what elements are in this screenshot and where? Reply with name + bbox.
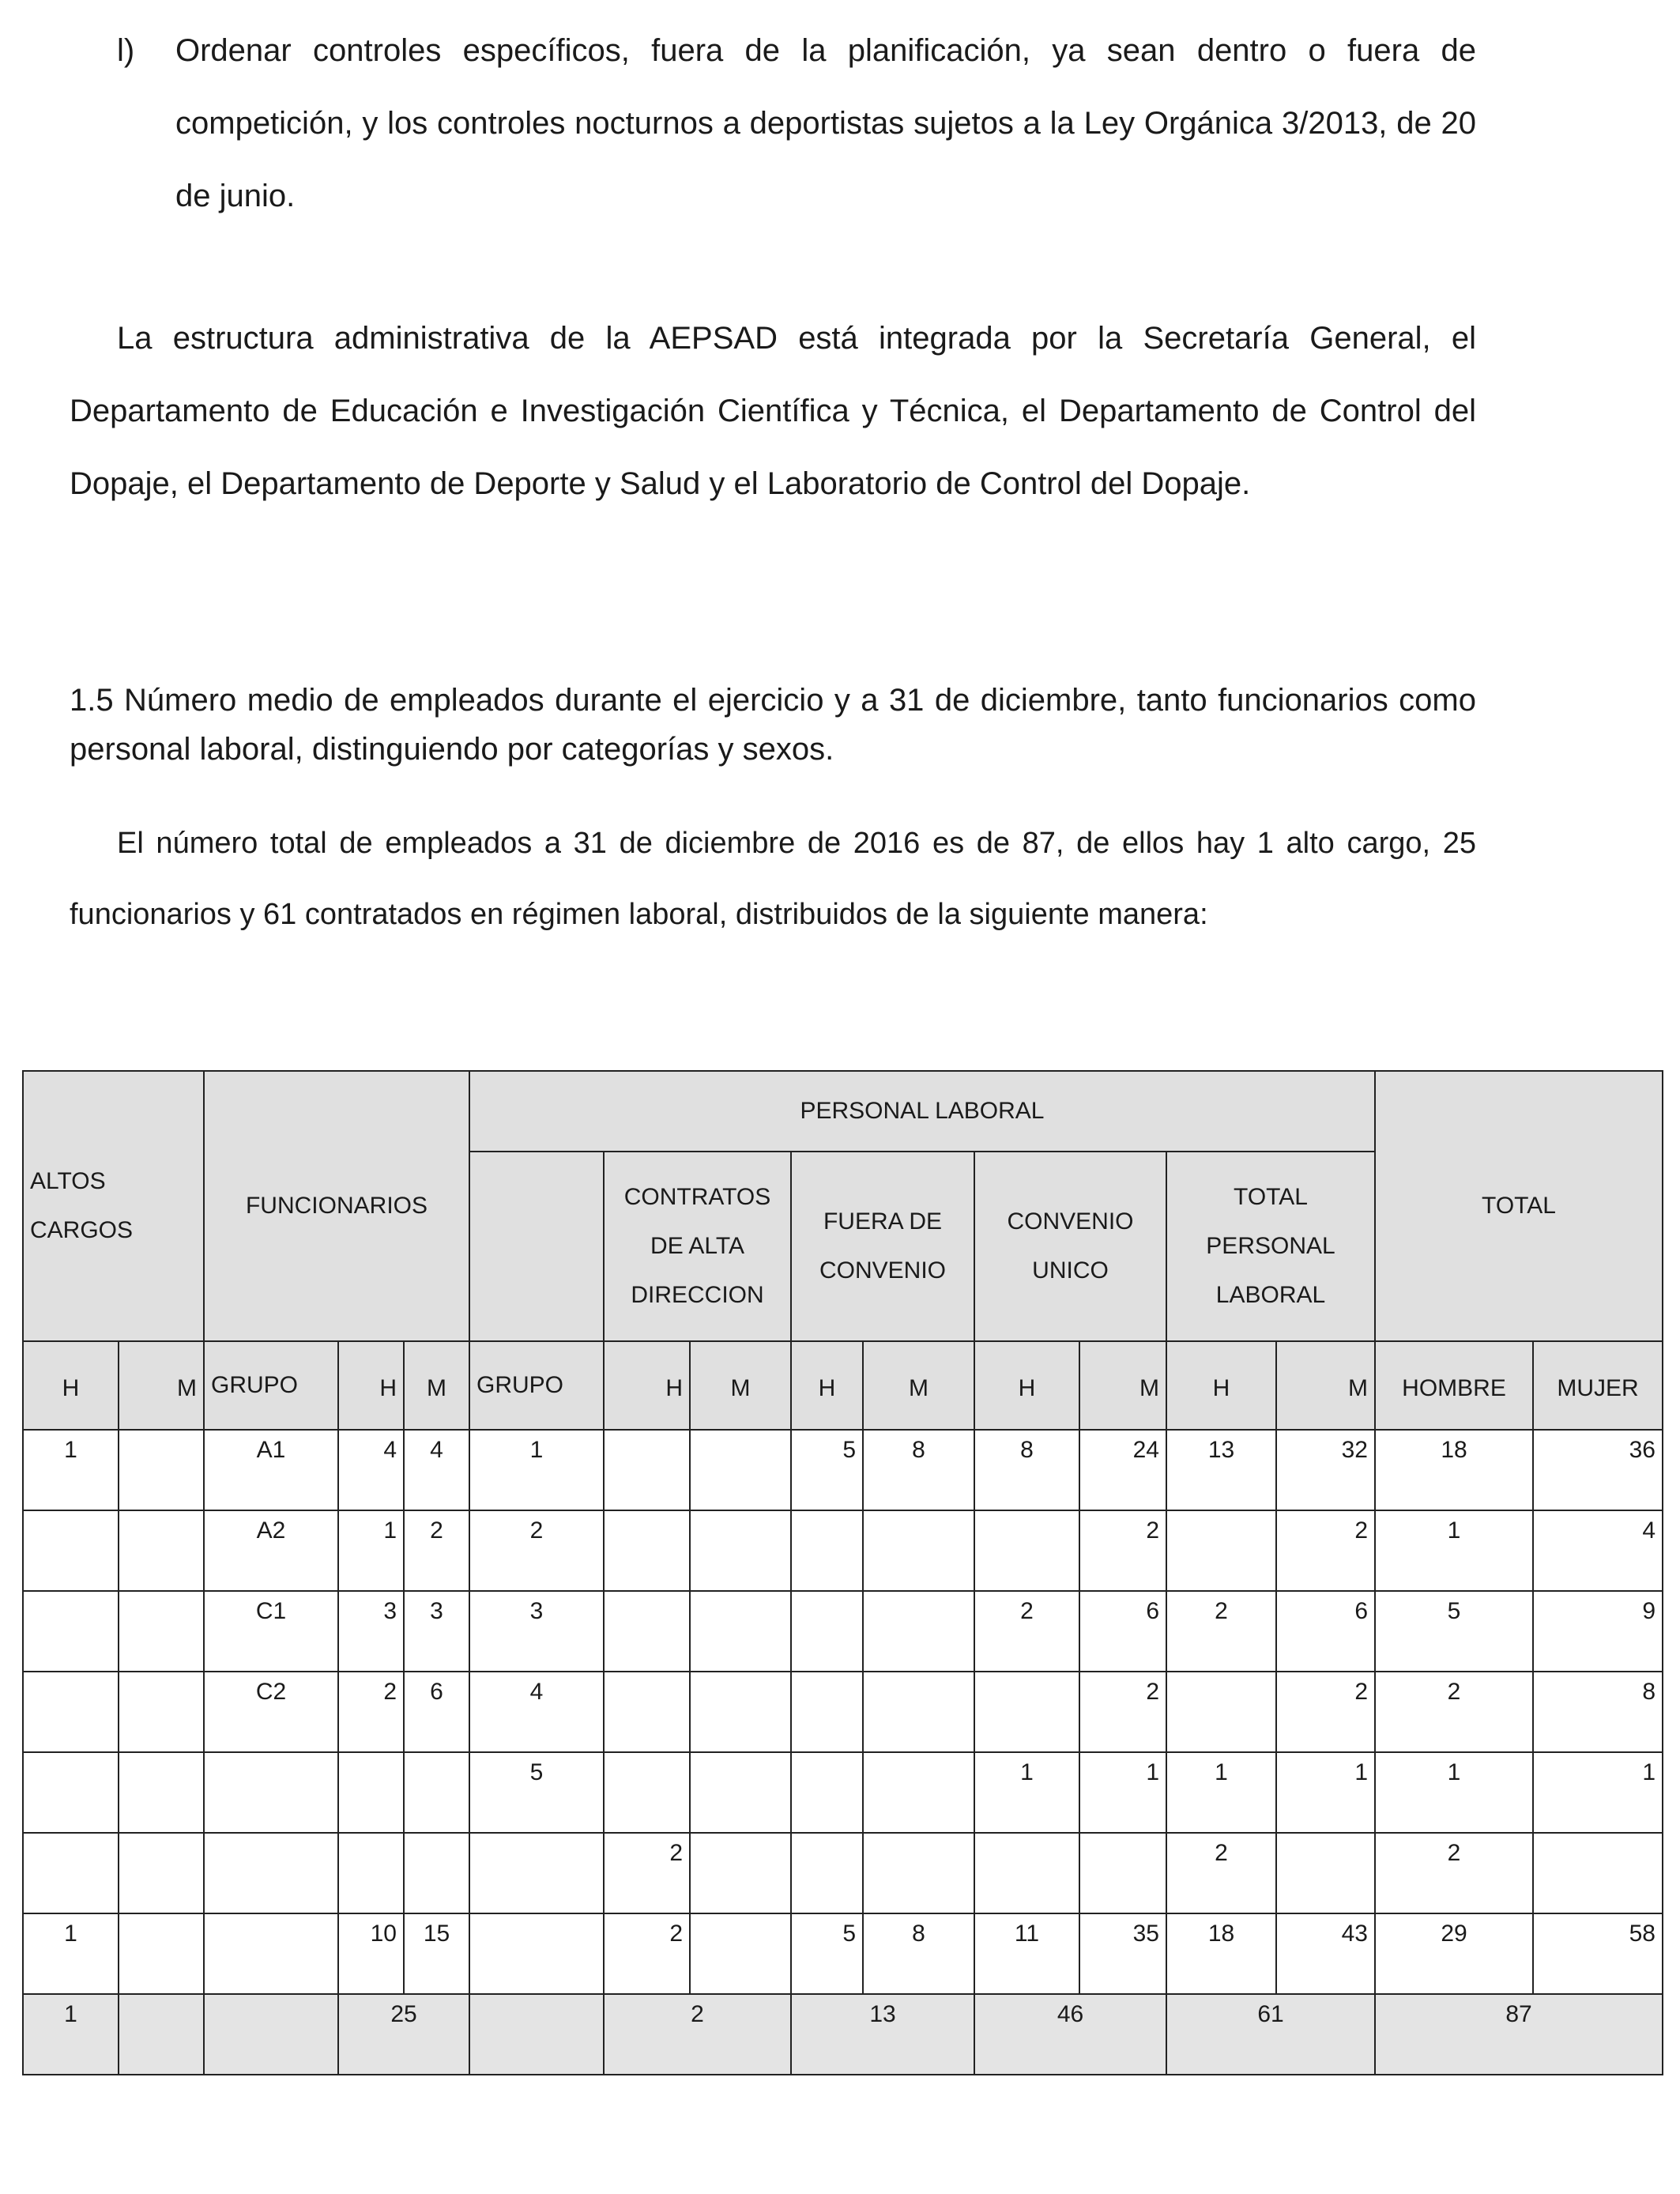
header-total-pl-line1: TOTAL [1234,1184,1308,1210]
table-cell: 2 [1079,1510,1166,1591]
header-contratos-alta-direccion [604,1152,791,1341]
table-cell [974,1510,1079,1591]
table-cell: 5 [791,1913,863,1994]
summary-funcionarios: 25 [338,1994,469,2075]
table-cell: 1 [1079,1752,1166,1833]
table-cell: 2 [604,1913,690,1994]
table-cell: 4 [1533,1510,1663,1591]
table-cell [1166,1672,1276,1752]
summary-total: 87 [1375,1994,1663,2075]
table-cell [690,1833,791,1913]
table-cell [23,1672,119,1752]
table-cell [863,1510,974,1591]
header-total-pl-line3: LABORAL [1215,1282,1326,1308]
table-cell [604,1430,690,1510]
header-convenio-line2: UNICO [1032,1257,1109,1284]
header-total: TOTAL [1375,1071,1663,1341]
table-cell: 5 [469,1752,604,1833]
section-heading: 1.5 Número medio de empleados durante el ejercicio y a 31 de diciembre, tanto funcionarios como personal laboral, distinguiendo por categorías y sexos. [70,683,1476,767]
subheader-cell: GRUPO [204,1341,338,1430]
table-cell: 1 [469,1430,604,1510]
summary-fuera-convenio: 13 [791,1994,974,2075]
table-cell: C2 [204,1672,338,1752]
table-cell: 2 [1166,1833,1276,1913]
paragraph-total: El número total de empleados a 31 de diciembre de 2016 es de 87, de ellos hay 1 alto cargo, 25 funcionarios y 61 contratados en régimen laboral, distribuidos de la siguiente manera: [70,827,1476,931]
table-cell: 3 [338,1591,404,1672]
header-blank-grupo [469,1152,604,1341]
header-convenio-unico [974,1152,1166,1341]
header-fuera-line2: CONVENIO [819,1257,947,1284]
table-cell: 15 [404,1913,469,1994]
table-cell: 1 [1375,1752,1533,1833]
table-cell: 3 [404,1591,469,1672]
table-cell: 29 [1375,1913,1533,1994]
subheader-cell: M [119,1341,204,1430]
subheader-cell: H [974,1341,1079,1430]
table-cell [863,1752,974,1833]
subheader-cell: M [1079,1341,1166,1430]
subheader-cell: M [404,1341,469,1430]
table-cell: 6 [1276,1591,1375,1672]
table-cell: 18 [1166,1913,1276,1994]
table-cell [690,1672,791,1752]
subheader-cell: H [791,1341,863,1430]
header-personal-laboral: PERSONAL LABORAL [469,1071,1375,1152]
table-cell: 2 [1375,1833,1533,1913]
table-cell: 32 [1276,1430,1375,1510]
table-cell [469,1913,604,1994]
table-cell: 2 [974,1591,1079,1672]
table-cell: A1 [204,1430,338,1510]
header-contratos-line1: CONTRATOS [623,1184,771,1210]
table-cell [690,1510,791,1591]
table-cell: 6 [1079,1591,1166,1672]
subheader-cell: M [690,1341,791,1430]
table-cell: 36 [1533,1430,1663,1510]
table-cell: 1 [974,1752,1079,1833]
table-cell [204,1752,338,1833]
header-convenio-line1: CONVENIO [1007,1208,1134,1235]
table-cell [119,1430,204,1510]
table-cell: 1 [1166,1752,1276,1833]
table-cell [119,1833,204,1913]
table-cell: 2 [1079,1672,1166,1752]
summary-total-personal-laboral: 61 [1166,1994,1375,2075]
table-cell: 10 [338,1913,404,1994]
header-total-pl-line2: PERSONAL [1206,1233,1335,1259]
subheader-cell: M [1276,1341,1375,1430]
table-cell [119,1913,204,1994]
table-cell [119,1510,204,1591]
list-marker-l: l) [117,33,135,68]
table-cell: 2 [1276,1672,1375,1752]
table-cell [204,1833,338,1913]
table-cell: 2 [1375,1672,1533,1752]
table-cell [791,1833,863,1913]
table-cell [119,1752,204,1833]
summary-blank [204,1994,338,2075]
subheader-cell: H [23,1341,119,1430]
table-cell: 8 [974,1430,1079,1510]
summary-altos: 1 [23,1994,119,2075]
table-cell [604,1752,690,1833]
table-cell [338,1752,404,1833]
table-cell [204,1913,338,1994]
table-cell: 1 [1533,1752,1663,1833]
subheader-cell: HOMBRE [1375,1341,1533,1430]
table-cell: 58 [1533,1913,1663,1994]
table-cell: 11 [974,1913,1079,1994]
table-cell [404,1833,469,1913]
table-cell [23,1833,119,1913]
subheader-cell: H [1166,1341,1276,1430]
table-cell: 1 [1276,1752,1375,1833]
table-row [23,1913,1663,1994]
table-cell: 1 [23,1430,119,1510]
table-cell: 2 [404,1510,469,1591]
table-row [23,1833,1663,1913]
table-cell [23,1510,119,1591]
table-cell: C1 [204,1591,338,1672]
header-fuera-line1: FUERA DE [823,1208,943,1235]
header-contratos-line2: DE ALTA [650,1233,744,1259]
header-altos-cargos-line2: CARGOS [30,1217,134,1243]
table-cell: 5 [791,1430,863,1510]
table-cell [23,1752,119,1833]
table-cell: 1 [338,1510,404,1591]
table-cell: 2 [604,1833,690,1913]
header-contratos-line3: DIRECCION [631,1282,764,1308]
table-cell [119,1591,204,1672]
table-cell [690,1591,791,1672]
table-cell: 2 [1166,1591,1276,1672]
header-total-personal-laboral [1166,1152,1375,1341]
subheader-cell: H [604,1341,690,1430]
table-cell [690,1752,791,1833]
table-cell [1166,1510,1276,1591]
table-cell: 3 [469,1591,604,1672]
table-cell [604,1672,690,1752]
header-altos-cargos [23,1071,204,1341]
table-cell [469,1833,604,1913]
table-cell [119,1672,204,1752]
table-cell [791,1591,863,1672]
summary-blank [469,1994,604,2075]
subheader-cell: H [338,1341,404,1430]
table-cell: 13 [1166,1430,1276,1510]
table-cell [690,1913,791,1994]
employees-table-wrapper [22,1070,1663,2075]
table-cell: 43 [1276,1913,1375,1994]
table-row [23,1430,1663,1510]
table-cell: 1 [1375,1510,1533,1591]
table-cell [604,1591,690,1672]
employees-table [22,1070,1663,2075]
table-cell [974,1672,1079,1752]
summary-convenio-unico: 46 [974,1994,1166,2075]
table-cell [863,1591,974,1672]
table-cell: 1 [23,1913,119,1994]
table-cell [791,1672,863,1752]
table-cell [1533,1833,1663,1913]
table-cell [1276,1833,1375,1913]
table-cell [791,1752,863,1833]
table-cell [974,1833,1079,1913]
table-cell: 4 [469,1672,604,1752]
header-funcionarios: FUNCIONARIOS [204,1071,469,1341]
table-cell: 6 [404,1672,469,1752]
table-cell: 9 [1533,1591,1663,1672]
table-cell: 24 [1079,1430,1166,1510]
header-altos-cargos-line1: ALTOS [30,1168,106,1194]
table-cell: A2 [204,1510,338,1591]
table-cell: 8 [863,1430,974,1510]
table-row [23,1672,1663,1752]
paragraph-estructura: La estructura administrativa de la AEPSAD está integrada por la Secretaría General, el Departamento de Educación e Investigación Científica y Técnica, el Departamento de Control del Dopaje, el Departamento de Deporte y Salud y el Laboratorio de Control del Dopaje. [70,321,1476,501]
table-cell [863,1833,974,1913]
table-cell: 5 [1375,1591,1533,1672]
table-cell: 4 [404,1430,469,1510]
table-cell: 18 [1375,1430,1533,1510]
table-row [23,1510,1663,1591]
table-cell: 8 [1533,1672,1663,1752]
table-cell [604,1510,690,1591]
table-row [23,1752,1663,1833]
list-item-l-text: Ordenar controles específicos, fuera de la planificación, ya sean dentro o fuera de competición, y los controles nocturnos a deportistas sujetos a la Ley Orgánica 3/2013, de 20 de junio. [175,33,1476,213]
table-cell [338,1833,404,1913]
table-cell [404,1752,469,1833]
table-row [23,1591,1663,1672]
table-cell: 35 [1079,1913,1166,1994]
summary-blank [119,1994,204,2075]
header-fuera-de-convenio [791,1152,974,1341]
table-cell: 2 [469,1510,604,1591]
table-cell: 2 [1276,1510,1375,1591]
table-cell: 4 [338,1430,404,1510]
summary-row [23,1994,1663,2075]
table-cell [791,1510,863,1591]
subheader-cell: MUJER [1533,1341,1663,1430]
table-cell [23,1591,119,1672]
summary-contratos: 2 [604,1994,791,2075]
table-cell [863,1672,974,1752]
table-cell [690,1430,791,1510]
table-cell [1079,1833,1166,1913]
table-cell: 8 [863,1913,974,1994]
subheader-cell: GRUPO [469,1341,604,1430]
table-cell: 2 [338,1672,404,1752]
subheader-cell: M [863,1341,974,1430]
